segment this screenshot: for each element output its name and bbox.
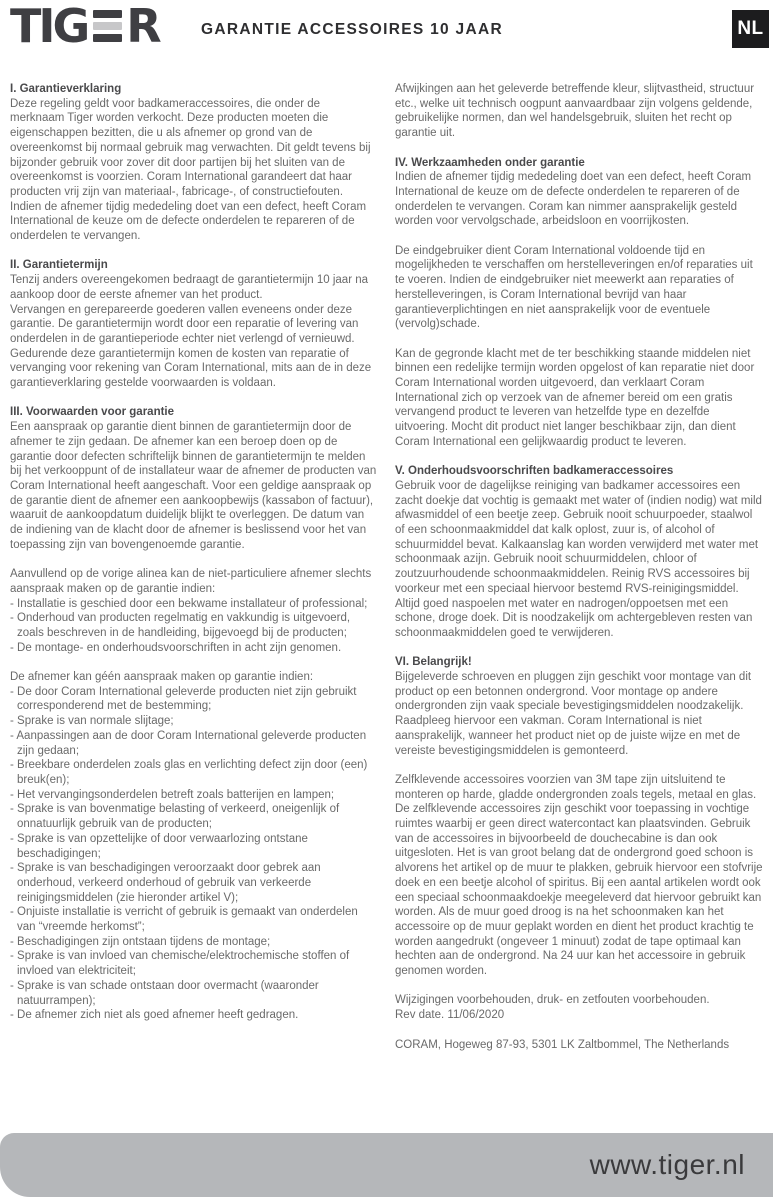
paragraph: Gebruik voor de dagelijkse reiniging van badkamer accessoires een zacht doekje dat vochtig is gemaakt met water of (indien nodig) wat mild afwasmiddel of een beetje zeep. Gebruik nooit schuurpoeder, staalwol of een schoonmaakmiddel dat kalk oplost, zuur is, of alcohol of schuurmiddel bevat. Kalkaanslag kan worden verwijderd met water met schoonmaak azijn. Gebruik nooit schuurmiddelen, chloor of zoutzuurhoudende schoonmaakmiddelen. Reinig RVS accessoires bij voorkeur met een speciaal hiervoor bestemd RVS-reinigingsmiddel. Altijd goed naspoelen met water en nadrogen/oppoetsen met een schone, droge doek. Dit is noodzakelijk om achtergebleven resten van schoonmaakmiddelen goed te verwijderen.: [395, 479, 762, 639]
bullet-list: [10, 597, 377, 656]
spacer: [395, 450, 763, 465]
spacer: [10, 244, 377, 259]
paragraph: Gedurende deze garantietermijn komen de kosten van reparatie of vervanging voor rekening van Coram International, mits aan de in deze garantieverklaring gestelde voorwaarden is voldaan.: [10, 347, 372, 390]
paragraph: Vervangen en gerepareerde goederen vallen eveneens onder deze garantie. De garantietermijn wordt door een reparatie of levering van onderdelen in de garantieperiode echter niet verlengd of vernieuwd.: [10, 303, 359, 345]
paragraph: De eindgebruiker dient Coram International voldoende tijd en mogelijkheden te verschaffen om herstelleveringen en/of reparaties uit te voeren. Indien de eindgebruiker niet meewerkt aan reparaties of herstelleveringen, is Coram International bevrijd van haar garantieverplichtingen en niet aansprakelijk voor de eventuele (vervolg)schade.: [395, 244, 753, 331]
paragraph: Indien de afnemer tijdig mededeling doet van een defect, heeft Coram International de keuze om de defecte onderdelen te repareren of de onderdelen te vervangen. Coram kan nimmer aansprakelijk gesteld worden voor vervolgschade, arbeidsloon en voorrijkosten.: [395, 171, 752, 228]
spacer: [395, 979, 763, 994]
paragraph: Aanvullend op de vorige alinea kan de niet-particuliere afnemer slechts aanspraak maken op de garantie indien:: [10, 568, 372, 595]
paragraph: Een aanspraak op garantie dient binnen de garantietermijn door de afnemer te zijn gedaan. De afnemer kan een beroep doen op de garantie door defecten schriftelijk binnen de garantietermijn te melden bij het verkooppunt of de installateur waar de afnemer de producten van Coram International heeft aangeschaft. Voor een geldige aanspraak op de garantie dient de afnemer een aankoopbewijs (kassabon of factuur), waaruit de aankoopdatum duidelijk blijkt te overleggen. De datum van de indiening van de klacht door de afnemer is beslissend voor het van toepassing zijn van bovengenoemde garantie.: [10, 421, 377, 551]
list-item: - De door Coram International geleverde producten niet zijn gebruikt corresponderend met de bestemming;: [10, 685, 357, 713]
paragraph: Kan de gegronde klacht met de ter beschikking staande middelen niet binnen een redelijke termijn worden opgelost of kan reparatie niet door Coram International worden uitgevoerd, dan verklaart Coram International zich op verzoek van de afnemer bereid om een gratis vervangend product te leveren van hetzelfde type en dezelfde uitvoering. Mocht dit product niet langer beschikbaar zijn, dan dient Coram International een gelijkwaardig product te leveren.: [395, 347, 755, 448]
section-heading: I. Garantieverklaring: [10, 83, 122, 95]
spacer: [395, 1023, 763, 1038]
list-item: - Sprake is van schade ontstaan door overmacht (waaronder natuurrampen);: [10, 979, 319, 1007]
section-heading: IV. Werkzaamheden onder garantie: [395, 156, 585, 169]
logo-e-bars-icon: [93, 10, 122, 42]
paragraph: CORAM, Hogeweg 87-93, 5301 LK Zaltbommel, The Netherlands: [395, 1038, 730, 1051]
spacer: [395, 758, 763, 773]
page-title: GARANTIE ACCESSOIRES 10 JAAR: [201, 21, 503, 38]
list-item: - Onjuiste installatie is verricht of gebruik is gemaakt van onderdelen van “vreemde herkomst”;: [10, 906, 358, 934]
paragraph: Zelfklevende accessoires voorzien van 3M tape zijn uitsluitend te monteren op harde, gladde ondergronden zoals tegels, metaal en glas. De zelfklevende accessoires zijn geschikt voor toepassing in vochtige ruimtes waarbij er geen direct watercontact kan plaatsvinden. Gebruik van de accessoires in bijvoorbeeld de douchecabine is dan ook uitgesloten. Het is van groot belang dat de ondergrond goed schoon is alvorens het artikel op de muur te plakken, gebruik hiervoor een stofvrije doek en een beetje alcohol of spiritus. Bij een aantal artikelen wordt ook een speciaal schoonmaakdoekje meegeleverd dat hiervoor gebruikt kan worden. Als de muur goed droog is na het schoonmaken kan het accessoire op de muur geplakt worden en dient het product krachtig te worden aangedrukt (ongeveer 1 minuut) zodat de tape optimaal kan hechten aan de ondergrond. Na 24 uur kan het accessoire in gebruik genomen worden.: [395, 773, 763, 978]
list-item: - Sprake is van beschadigingen veroorzaakt door gebrek aan onderhoud, verkeerd onderhoud of gebruik van verkeerde reinigingsmiddelen (zie hieronder artikel V);: [10, 862, 321, 904]
spacer: [395, 641, 763, 656]
list-item: - Beschadigingen zijn ontstaan tijdens de montage;: [10, 935, 271, 948]
spacer: [395, 229, 763, 244]
tiger-logo: [10, 0, 159, 53]
list-item: - Sprake is van invloed van chemische/elektrochemische stoffen of invloed van elektriciteit;: [10, 950, 350, 978]
column-left: [10, 82, 377, 1023]
footer-bar: [0, 1133, 773, 1197]
spacer: [10, 552, 377, 567]
section-heading: VI. Belangrijk!: [395, 656, 472, 669]
spacer: [10, 655, 377, 670]
paragraph: Bijgeleverde schroeven en pluggen zijn geschikt voor montage van dit product op een betonnen ondergrond. Voor montage op andere ondergronden zijn vaak speciale bevestigingsmiddelen noodzakelijk. Raadpleeg hiervoor een vakman. Coram International is niet aansprakelijk, wanneer het product niet op de juiste wijze en met de vereiste bevestigingsmiddelen is gemonteerd.: [395, 671, 752, 757]
list-item: - Installatie is geschied door een bekwame installateur of professional;: [10, 597, 368, 610]
language-badge: NL: [732, 10, 769, 48]
section-heading: V. Onderhoudsvoorschriften badkameraccessoires: [395, 465, 674, 478]
spacer: [10, 391, 377, 406]
paragraph: Afwijkingen aan het geleverde betreffende kleur, slijtvastheid, structuur etc., welke uit technisch oogpunt aanvaardbaar zijn volgens geldende, gebruikelijke normen, dan wel handelsgebruik, sluiten het recht op garantie uit.: [395, 83, 755, 140]
list-item: - Aanpassingen aan de door Coram International geleverde producten zijn gedaan;: [10, 729, 367, 757]
paragraph: Tenzij anders overeengekomen bedraagt de garantietermijn 10 jaar na aankoop door de eerste afnemer van het product.: [10, 274, 369, 301]
paragraph: De afnemer kan géén aanspraak maken op garantie indien:: [10, 671, 314, 684]
section-heading: II. Garantietermijn: [10, 259, 108, 272]
paragraph: Rev date. 11/06/2020: [395, 1009, 505, 1022]
column-right: [395, 82, 763, 1052]
paragraph: Wijzigingen voorbehouden, druk- en zetfouten voorbehouden.: [395, 994, 710, 1007]
section-heading: III. Voorwaarden voor garantie: [10, 406, 175, 419]
list-item: - Sprake is van opzettelijke of door verwaarlozing ontstane beschadigingen;: [10, 832, 308, 860]
list-item: - Het vervangingsonderdelen betreft zoals batterijen en lampen;: [10, 788, 335, 801]
list-item: - Sprake is van bovenmatige belasting of verkeerd, oneigenlijk of onnatuurlijk gebruik van de producten;: [10, 803, 340, 831]
spacer: [395, 141, 763, 156]
bullet-list: [10, 685, 377, 1023]
list-item: - De montage- en onderhoudsvoorschriften in acht zijn genomen.: [10, 641, 342, 654]
logo-text-right: R: [126, 0, 159, 53]
paragraph: Deze regeling geldt voor badkameraccessoires, die onder de merknaam Tiger worden verkocht. Deze producten moeten die eigenschappen bezitten, die u als afnemer op grond van de overeenkomst bij normaal gebruik mag verwachten. Dit geldt tevens bij bijzonder gebruik voor zover dit door partijen bij het sluiten van de overeenkomst is voorzien. Coram International garandeert dat haar producten vrij zijn van materiaal-, fabricage-, of constructiefouten. Indien de afnemer tijdig mededeling doet van een defect, heeft Coram International de keuze om de defecte onderdelen te repareren of de onderdelen te vervangen.: [10, 97, 371, 243]
list-item: - Breekbare onderdelen zoals glas en verlichting defect zijn door (een) breuk(en);: [10, 759, 368, 786]
spacer: [395, 332, 763, 347]
website-url: www.tiger.nl: [589, 1149, 745, 1180]
list-item: - Sprake is van normale slijtage;: [10, 715, 174, 728]
list-item: - De afnemer zich niet als goed afnemer heeft gedragen.: [10, 1009, 299, 1022]
list-item: - Onderhoud van producten regelmatig en vakkundig is uitgevoerd, zoals beschreven in de handleiding, bijgevoegd bij de producten;: [10, 612, 351, 639]
logo-text-left: TIG: [10, 0, 88, 53]
